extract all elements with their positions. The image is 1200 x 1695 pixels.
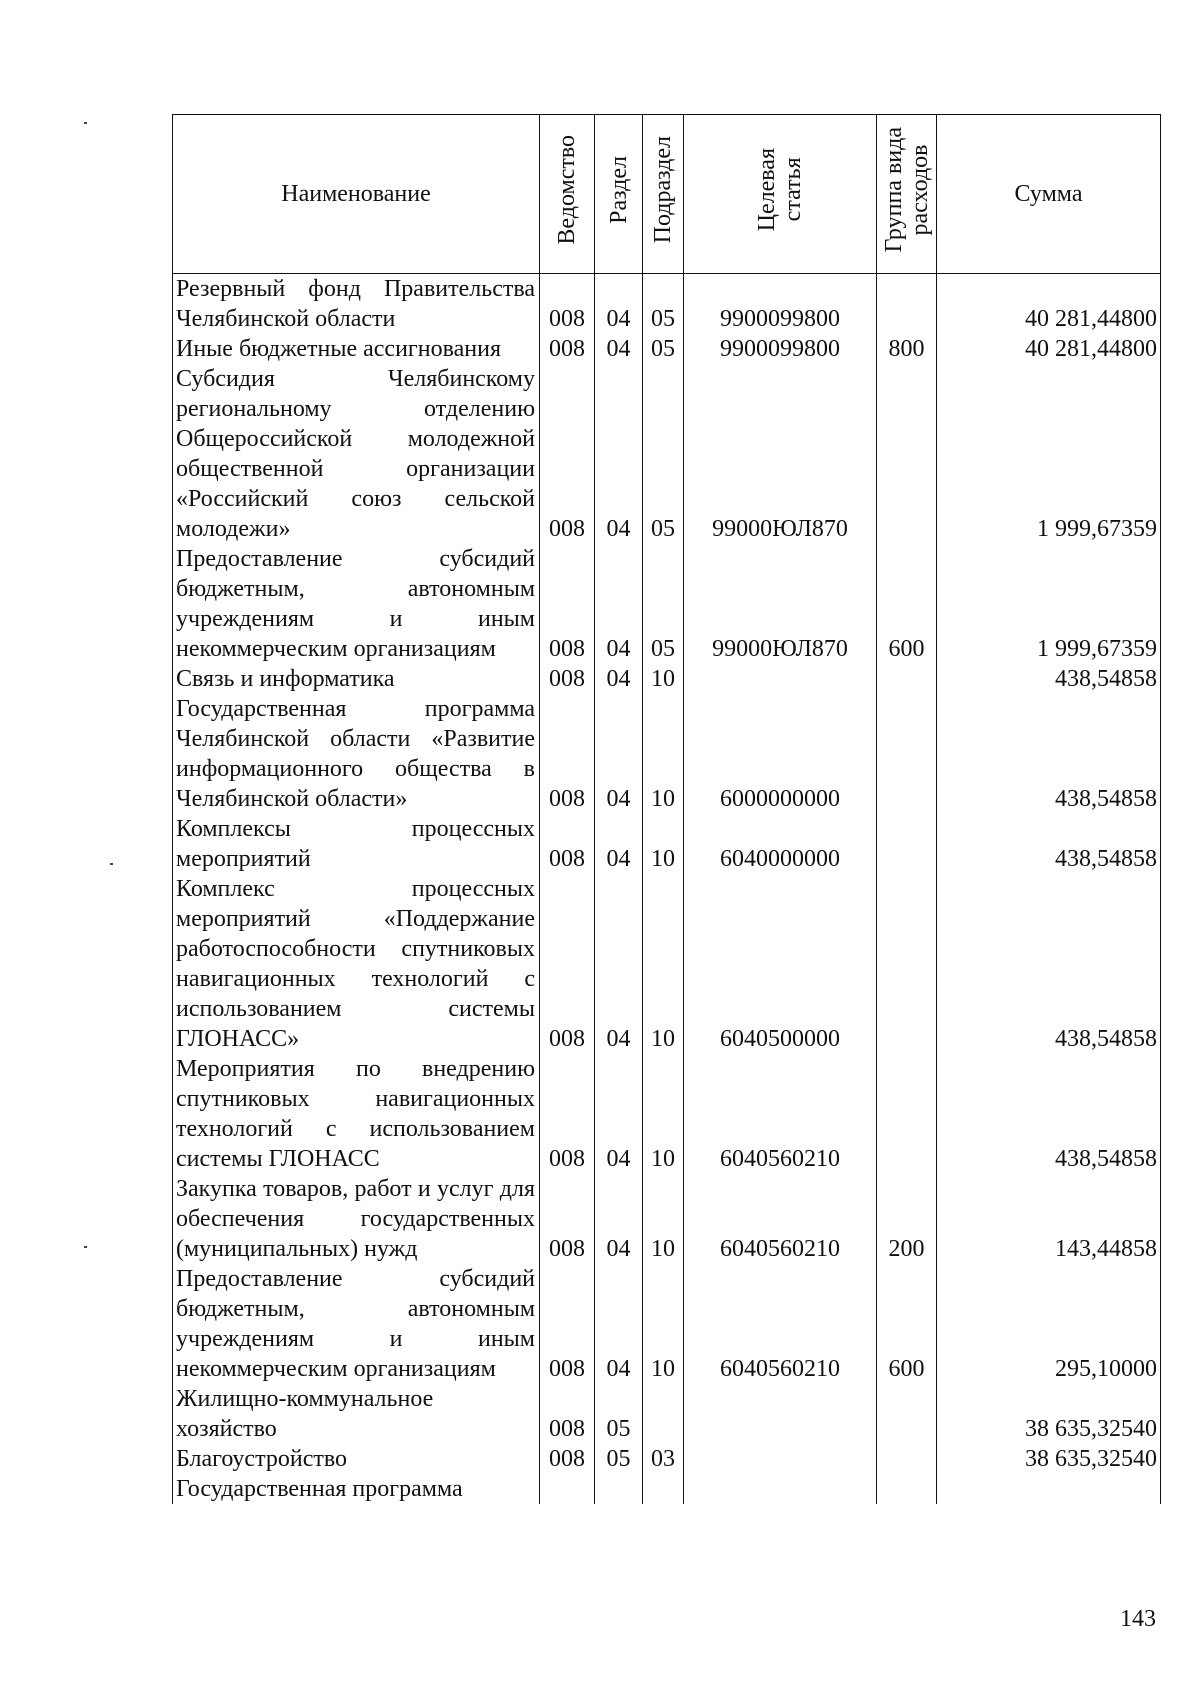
page-number: 143 — [1120, 1606, 1156, 1632]
row-podrazdel-cell: 10 — [643, 1174, 684, 1264]
row-vedomstvo-cell: 008 — [540, 874, 595, 1054]
row-target-article-cell: 6040000000 — [684, 814, 877, 874]
row-sum-cell: 438,54858 — [937, 1054, 1161, 1174]
row-podrazdel-cell: 03 — [643, 1444, 684, 1474]
row-razdel-cell: 04 — [595, 1054, 643, 1174]
row-name-cell: Мероприятия по внедрению спутниковых навигационных технологий с использованием системы ГЛОНАСС — [173, 1054, 540, 1174]
header-name: Наименование — [173, 115, 540, 274]
row-vedomstvo-cell: 008 — [540, 274, 595, 335]
row-vedomstvo-cell: 008 — [540, 334, 595, 364]
row-target-article-cell — [684, 1384, 877, 1444]
row-target-article-cell: 6040560210 — [684, 1054, 877, 1174]
row-vedomstvo-cell: 008 — [540, 364, 595, 544]
table-row — [173, 1174, 1161, 1264]
row-expense-group-cell — [877, 814, 937, 874]
row-sum-cell — [937, 1474, 1161, 1504]
header-tselevaya-statya: Целевая статья — [684, 115, 877, 274]
row-vedomstvo-cell: 008 — [540, 1264, 595, 1384]
row-expense-group-cell — [877, 1384, 937, 1444]
row-sum-cell: 38 635,32540 — [937, 1444, 1161, 1474]
row-expense-group-cell — [877, 874, 937, 1054]
row-sum-cell: 438,54858 — [937, 664, 1161, 694]
row-podrazdel-cell: 05 — [643, 544, 684, 664]
table-row — [173, 334, 1161, 364]
row-name-cell: Связь и информатика — [173, 664, 540, 694]
table-row — [173, 1054, 1161, 1174]
scan-speck — [84, 122, 87, 124]
scan-speck — [84, 1246, 87, 1248]
row-expense-group-cell: 800 — [877, 334, 937, 364]
table-row — [173, 1264, 1161, 1384]
row-name-cell: Жилищно-коммунальное хозяйство — [173, 1384, 540, 1444]
row-razdel-cell: 04 — [595, 334, 643, 364]
row-razdel-cell — [595, 1474, 643, 1504]
row-expense-group-cell — [877, 1474, 937, 1504]
table-row — [173, 274, 1161, 335]
row-target-article-cell: 99000ЮЛ870 — [684, 364, 877, 544]
row-sum-cell: 1 999,67359 — [937, 364, 1161, 544]
row-razdel-cell: 04 — [595, 874, 643, 1054]
scan-speck — [110, 863, 113, 865]
row-razdel-cell: 04 — [595, 694, 643, 814]
row-podrazdel-cell: 10 — [643, 874, 684, 1054]
table-row — [173, 364, 1161, 544]
budget-table — [172, 114, 1161, 1504]
row-target-article-cell — [684, 664, 877, 694]
table-row — [173, 694, 1161, 814]
row-vedomstvo-cell: 008 — [540, 1174, 595, 1264]
row-target-article-cell: 9900099800 — [684, 274, 877, 335]
row-razdel-cell: 04 — [595, 364, 643, 544]
table-row — [173, 1444, 1161, 1474]
row-target-article-cell: 6000000000 — [684, 694, 877, 814]
row-name-cell: Закупка товаров, работ и услуг для обеспечения государственных (муниципальных) нужд — [173, 1174, 540, 1264]
row-sum-cell: 38 635,32540 — [937, 1384, 1161, 1444]
row-vedomstvo-cell: 008 — [540, 694, 595, 814]
row-razdel-cell: 05 — [595, 1444, 643, 1474]
row-name-cell: Предоставление субсидий бюджетным, автономным учреждениям и иным некоммерческим организациям — [173, 544, 540, 664]
row-vedomstvo-cell — [540, 1474, 595, 1504]
row-podrazdel-cell: 10 — [643, 1264, 684, 1384]
row-vedomstvo-cell: 008 — [540, 664, 595, 694]
row-expense-group-cell — [877, 1054, 937, 1174]
row-target-article-cell: 9900099800 — [684, 334, 877, 364]
row-sum-cell: 438,54858 — [937, 694, 1161, 814]
row-expense-group-cell — [877, 664, 937, 694]
row-vedomstvo-cell: 008 — [540, 544, 595, 664]
row-name-cell: Резервный фонд Правительства Челябинской области — [173, 274, 540, 335]
row-sum-cell: 40 281,44800 — [937, 274, 1161, 335]
table-row — [173, 544, 1161, 664]
row-podrazdel-cell: 05 — [643, 274, 684, 335]
row-razdel-cell: 04 — [595, 814, 643, 874]
row-sum-cell: 40 281,44800 — [937, 334, 1161, 364]
row-expense-group-cell — [877, 364, 937, 544]
row-target-article-cell: 6040500000 — [684, 874, 877, 1054]
row-podrazdel-cell: 05 — [643, 334, 684, 364]
row-razdel-cell: 04 — [595, 544, 643, 664]
row-razdel-cell: 04 — [595, 664, 643, 694]
row-name-cell: Комплексы процессных мероприятий — [173, 814, 540, 874]
row-podrazdel-cell: 10 — [643, 694, 684, 814]
row-vedomstvo-cell: 008 — [540, 814, 595, 874]
row-name-cell: Государственная программа Челябинской области «Развитие информационного общества в Челябинской области» — [173, 694, 540, 814]
table-row — [173, 874, 1161, 1054]
header-gruppa-vida-rashodov: Группа вида расходов — [877, 115, 937, 274]
row-name-cell: Государственная программа — [173, 1474, 540, 1504]
row-target-article-cell: 99000ЮЛ870 — [684, 544, 877, 664]
row-target-article-cell: 6040560210 — [684, 1264, 877, 1384]
row-razdel-cell: 04 — [595, 1264, 643, 1384]
row-sum-cell: 295,10000 — [937, 1264, 1161, 1384]
row-sum-cell: 1 999,67359 — [937, 544, 1161, 664]
row-name-cell: Предоставление субсидий бюджетным, автономным учреждениям и иным некоммерческим организациям — [173, 1264, 540, 1384]
row-expense-group-cell — [877, 1444, 937, 1474]
header-summa: Сумма — [937, 115, 1161, 274]
row-razdel-cell: 04 — [595, 1174, 643, 1264]
row-expense-group-cell — [877, 694, 937, 814]
table-row — [173, 664, 1161, 694]
row-podrazdel-cell: 10 — [643, 1054, 684, 1174]
row-expense-group-cell: 600 — [877, 544, 937, 664]
table-row — [173, 1384, 1161, 1444]
row-name-cell: Благоустройство — [173, 1444, 540, 1474]
row-podrazdel-cell: 10 — [643, 814, 684, 874]
row-vedomstvo-cell: 008 — [540, 1384, 595, 1444]
row-sum-cell: 438,54858 — [937, 814, 1161, 874]
row-sum-cell: 438,54858 — [937, 874, 1161, 1054]
row-podrazdel-cell: 10 — [643, 664, 684, 694]
row-podrazdel-cell: 05 — [643, 364, 684, 544]
row-podrazdel-cell — [643, 1384, 684, 1444]
row-expense-group-cell: 200 — [877, 1174, 937, 1264]
row-target-article-cell — [684, 1474, 877, 1504]
header-vedomstvo: Ведомство — [540, 115, 595, 274]
table-row — [173, 814, 1161, 874]
row-name-cell: Комплекс процессных мероприятий «Поддержание работоспособности спутниковых навигационных технологий с использованием системы ГЛОНАСС» — [173, 874, 540, 1054]
row-razdel-cell: 05 — [595, 1384, 643, 1444]
table-body — [173, 274, 1161, 1505]
header-razdel: Раздел — [595, 115, 643, 274]
row-vedomstvo-cell: 008 — [540, 1444, 595, 1474]
row-vedomstvo-cell: 008 — [540, 1054, 595, 1174]
row-target-article-cell: 6040560210 — [684, 1174, 877, 1264]
row-name-cell: Иные бюджетные ассигнования — [173, 334, 540, 364]
table-header — [173, 115, 1161, 274]
table-row — [173, 1474, 1161, 1504]
row-expense-group-cell: 600 — [877, 1264, 937, 1384]
header-podrazdel: Подраздел — [643, 115, 684, 274]
row-sum-cell: 143,44858 — [937, 1174, 1161, 1264]
row-target-article-cell — [684, 1444, 877, 1474]
row-razdel-cell: 04 — [595, 274, 643, 335]
row-podrazdel-cell — [643, 1474, 684, 1504]
row-name-cell: Субсидия Челябинскому региональному отделению Общероссийской молодежной общественной организации «Российский союз сельской молодежи» — [173, 364, 540, 544]
row-expense-group-cell — [877, 274, 937, 335]
